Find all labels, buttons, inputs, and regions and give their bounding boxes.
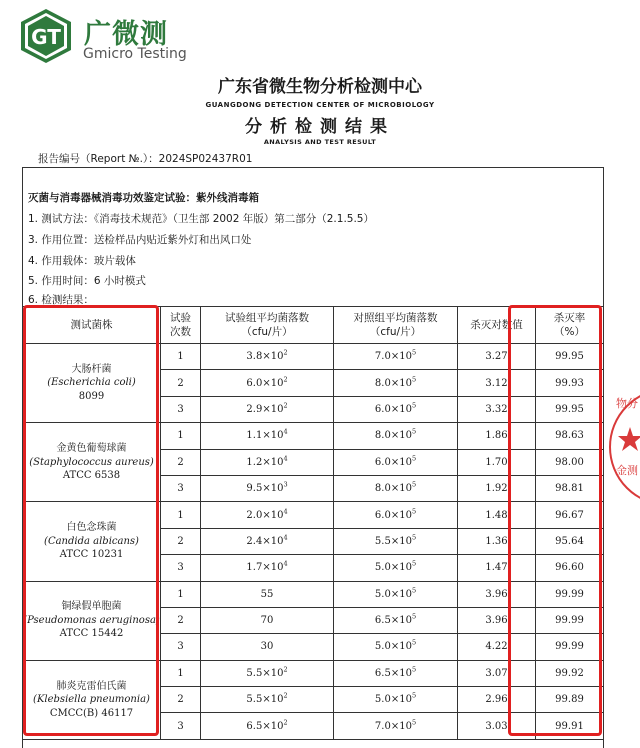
strain-cell (23, 581, 161, 660)
test-count-cell (201, 607, 334, 633)
kill-rate-cell (536, 555, 604, 581)
test-count-cell-value: 9.5×10 (246, 483, 284, 495)
test-count-cell (201, 370, 334, 396)
log-reduction-cell-value: 3.96 (485, 615, 508, 627)
strain-name-cn: 金黄色葡萄球菌 (56, 443, 127, 454)
strain-cell (23, 423, 161, 502)
log-reduction-cell (458, 449, 536, 475)
header-ctrl-line2: （cfu/片） (369, 326, 422, 338)
kill-rate-cell-value: 99.92 (555, 667, 584, 679)
trial-number-cell (161, 370, 201, 396)
kill-rate-cell-value: 98.81 (555, 483, 584, 495)
report-title: 分析检测结果 (245, 117, 395, 137)
control-count-cell-exponent: 5 (411, 480, 417, 489)
center-name-en: GUANGDONG DETECTION CENTER OF MICROBIOLOGY (205, 101, 435, 109)
test-duration: 5. 作用时间：6 小时模式 (28, 275, 146, 287)
kill-rate-cell (536, 502, 604, 528)
control-count-cell-exponent: 5 (411, 639, 417, 648)
kill-rate-cell (536, 344, 604, 370)
strain-cell (23, 344, 161, 423)
log-reduction-cell-value: 1.92 (485, 483, 508, 495)
trial-number-cell (161, 423, 201, 449)
brand-name-en: Gmicro Testing (83, 46, 187, 62)
header-test-line1: 试验组平均菌落数 (225, 312, 309, 324)
header-test-line2: （cfu/片） (241, 326, 293, 338)
table-row (23, 423, 604, 449)
test-count-cell (201, 687, 334, 713)
strain-name-scientific: (Escherichia coli) (47, 377, 136, 389)
test-count-cell-value: 2.9×10 (246, 403, 284, 415)
control-count-cell-exponent: 5 (411, 691, 417, 700)
kill-rate-cell-value: 95.64 (555, 535, 584, 547)
trial-number-cell (161, 449, 201, 475)
test-count-cell (201, 396, 334, 422)
trial-number-cell-value: 2 (177, 535, 184, 547)
control-count-cell (334, 687, 458, 713)
control-count-cell-value: 7.0×10 (374, 351, 412, 363)
strain-code: CMCC(B) 46117 (49, 707, 134, 719)
control-count-cell (334, 713, 458, 739)
trial-number-cell (161, 713, 201, 739)
log-reduction-cell (458, 607, 536, 633)
log-reduction-cell-value: 3.96 (485, 588, 508, 600)
control-count-cell (334, 502, 458, 528)
kill-rate-cell-value: 99.95 (555, 403, 584, 415)
strain-name-scientific: (Staphylococcus aureus) (29, 456, 154, 468)
log-reduction-cell (458, 396, 536, 422)
strain-name-cn: 铜绿假单胞菌 (61, 601, 122, 613)
log-reduction-cell (458, 370, 536, 396)
header-rate-line1: 杀灭率 (553, 312, 586, 324)
center-name: 广东省微生物分析检测中心 (218, 77, 422, 97)
log-reduction-cell-value: 1.48 (485, 509, 508, 521)
control-count-cell-value: 6.5×10 (374, 667, 412, 679)
trial-number-cell (161, 555, 201, 581)
control-count-cell-value: 6.0×10 (374, 456, 412, 468)
kill-rate-cell (536, 607, 604, 633)
table-row (23, 344, 604, 370)
kill-rate-cell (536, 660, 604, 686)
test-count-cell-value: 3.8×10 (246, 351, 284, 363)
test-count-cell (201, 528, 334, 554)
log-reduction-cell-value: 3.07 (485, 667, 508, 679)
header-kill-rate (536, 307, 604, 344)
control-count-cell (334, 528, 458, 554)
brand-name-cn: 广微测 (84, 19, 168, 50)
strain-name-cn: 大肠杆菌 (71, 363, 112, 375)
control-count-cell-exponent: 5 (411, 718, 417, 727)
trial-number-cell-value: 2 (177, 456, 184, 468)
official-seal-fragment (606, 382, 640, 512)
log-reduction-cell (458, 502, 536, 528)
test-count-cell-exponent: 4 (283, 507, 288, 516)
control-count-cell-value: 5.0×10 (374, 588, 412, 600)
table-header-row (23, 307, 604, 344)
kill-rate-cell-value: 96.60 (555, 562, 584, 574)
control-count-cell-value: 5.5×10 (374, 535, 412, 547)
log-reduction-cell-value: 3.12 (485, 377, 508, 389)
test-count-cell-value: 55 (260, 588, 274, 600)
test-count-cell-value: 5.5×10 (246, 694, 284, 706)
control-count-cell-exponent: 5 (411, 401, 417, 410)
header-trial (161, 307, 201, 344)
trial-number-cell-value: 1 (177, 430, 184, 442)
trial-number-cell (161, 528, 201, 554)
test-heading: 灭菌与消毒器械消毒功效鉴定试验：紫外线消毒箱 (28, 192, 259, 204)
test-count-cell (201, 344, 334, 370)
log-reduction-cell-value: 2.96 (485, 694, 508, 706)
header-rate-line2: （%） (554, 326, 585, 338)
seal-text-top: 物分 (616, 397, 638, 410)
test-count-cell (201, 634, 334, 660)
control-count-cell-value: 6.0×10 (374, 403, 412, 415)
control-count-cell (334, 581, 458, 607)
strain-name-scientific: (Pseudomonas aeruginosa) (23, 614, 160, 626)
log-reduction-cell (458, 475, 536, 501)
strain-code: ATCC 6538 (62, 470, 121, 481)
test-count-cell-value: 6.0×10 (246, 377, 284, 389)
report-number: 报告编号（Report №.）：2024SP02437R01 (38, 153, 253, 165)
test-count-cell (201, 502, 334, 528)
header-log-reduction: 杀灭对数值 (458, 307, 536, 344)
kill-rate-cell-value: 98.00 (555, 456, 584, 468)
strain-code: 8099 (78, 390, 105, 402)
control-count-cell-exponent: 5 (411, 507, 417, 516)
test-count-cell-value: 1.7×10 (246, 562, 284, 574)
control-count-cell-value: 8.0×10 (374, 483, 412, 495)
header-trial-line1: 试验 (170, 312, 191, 324)
test-count-cell (201, 423, 334, 449)
header-test-group (201, 307, 334, 344)
control-count-cell-exponent: 5 (411, 375, 417, 384)
test-count-cell-value: 1.2×10 (246, 456, 284, 468)
trial-number-cell (161, 581, 201, 607)
test-count-cell-exponent: 3 (283, 480, 288, 489)
seal-text-bottom: 金测 (616, 464, 638, 477)
control-count-cell (334, 370, 458, 396)
trial-number-cell-value: 3 (177, 403, 184, 415)
test-count-cell-exponent: 4 (283, 559, 288, 568)
test-carrier: 4. 作用载体：玻片载体 (28, 255, 136, 267)
strain-name-scientific: (Klebsiella pneumonia) (33, 694, 150, 706)
control-count-cell (334, 634, 458, 660)
trial-number-cell (161, 344, 201, 370)
log-reduction-cell-value: 3.27 (485, 351, 508, 363)
control-count-cell-value: 6.0×10 (374, 509, 412, 521)
log-reduction-cell (458, 634, 536, 660)
test-count-cell-exponent: 4 (283, 428, 288, 437)
strain-cell (23, 660, 161, 739)
control-count-cell-exponent: 5 (411, 454, 417, 463)
kill-rate-cell (536, 634, 604, 660)
log-reduction-cell (458, 555, 536, 581)
results-label: 6. 检测结果： (28, 294, 94, 306)
log-reduction-cell (458, 713, 536, 739)
control-count-cell (334, 396, 458, 422)
test-count-cell-value: 30 (260, 641, 274, 653)
table-row (23, 581, 604, 607)
trial-number-cell-value: 3 (177, 483, 184, 495)
log-reduction-cell (458, 581, 536, 607)
company-logo (18, 8, 74, 64)
log-reduction-cell-value: 3.03 (485, 720, 508, 732)
report-title-en: ANALYSIS AND TEST RESULT (263, 138, 377, 146)
kill-rate-cell-value: 98.63 (555, 430, 584, 442)
trial-number-cell (161, 475, 201, 501)
table-row (23, 660, 604, 686)
trial-number-cell (161, 634, 201, 660)
log-reduction-cell-value: 1.47 (485, 562, 508, 574)
kill-rate-cell-value: 96.67 (555, 509, 584, 521)
kill-rate-cell (536, 423, 604, 449)
control-count-cell-value: 8.0×10 (374, 377, 412, 389)
results-table (22, 306, 604, 740)
control-count-cell (334, 344, 458, 370)
control-count-cell-value: 5.0×10 (374, 641, 412, 653)
test-count-cell-exponent: 4 (283, 454, 288, 463)
control-count-cell-exponent: 5 (411, 533, 417, 542)
header-trial-line2: 次数 (170, 326, 191, 338)
strain-name-cn: 肺炎克雷伯氏菌 (56, 680, 127, 692)
test-count-cell (201, 713, 334, 739)
trial-number-cell-value: 1 (177, 588, 184, 600)
trial-number-cell-value: 3 (177, 562, 184, 574)
header-ctrl-line1: 对照组平均菌落数 (353, 312, 438, 324)
trial-number-cell (161, 607, 201, 633)
test-position: 3. 作用位置：送检样品内贴近紫外灯和出风口处 (28, 234, 252, 246)
trial-number-cell (161, 687, 201, 713)
kill-rate-cell (536, 687, 604, 713)
strain-code: ATCC 10231 (59, 549, 124, 561)
trial-number-cell-value: 2 (177, 694, 184, 706)
log-reduction-cell-value: 1.86 (485, 430, 508, 442)
test-count-cell (201, 555, 334, 581)
control-count-cell-value: 5.0×10 (374, 694, 412, 706)
kill-rate-cell-value: 99.95 (555, 351, 584, 363)
test-count-cell-value: 70 (260, 615, 274, 627)
log-reduction-cell (458, 344, 536, 370)
kill-rate-cell-value: 99.93 (555, 377, 584, 389)
control-count-cell-exponent: 5 (411, 586, 417, 595)
test-count-cell (201, 660, 334, 686)
control-count-cell-value: 5.0×10 (374, 562, 412, 574)
table-row (23, 502, 604, 528)
log-reduction-cell (458, 423, 536, 449)
test-count-cell-value: 6.5×10 (246, 720, 284, 732)
test-count-cell (201, 449, 334, 475)
control-count-cell (334, 555, 458, 581)
control-count-cell (334, 423, 458, 449)
strain-code: ATCC 15442 (59, 628, 124, 640)
control-count-cell-exponent: 5 (411, 428, 417, 437)
kill-rate-cell (536, 370, 604, 396)
trial-number-cell (161, 502, 201, 528)
kill-rate-cell-value: 99.99 (555, 588, 584, 600)
test-count-cell-value: 5.5×10 (246, 667, 284, 679)
trial-number-cell-value: 1 (177, 509, 184, 521)
test-count-cell-value: 1.1×10 (246, 430, 284, 442)
trial-number-cell (161, 660, 201, 686)
log-reduction-cell (458, 660, 536, 686)
control-count-cell-exponent: 5 (411, 559, 417, 568)
logo-mark-text: GT (31, 25, 61, 49)
strain-name-cn: 白色念珠菌 (66, 522, 117, 534)
log-reduction-cell (458, 687, 536, 713)
log-reduction-cell-value: 1.70 (485, 456, 508, 468)
log-reduction-cell-value: 4.22 (485, 641, 508, 653)
kill-rate-cell (536, 449, 604, 475)
test-count-cell-value: 2.4×10 (246, 535, 284, 547)
trial-number-cell-value: 2 (177, 615, 184, 627)
control-count-cell-value: 8.0×10 (374, 430, 412, 442)
strain-name-scientific: (Candida albicans) (44, 535, 139, 547)
header-control-group (334, 307, 458, 344)
kill-rate-cell-value: 99.99 (555, 615, 584, 627)
kill-rate-cell (536, 713, 604, 739)
test-method: 1. 测试方法：《消毒技术规范》（卫生部 2002 年版）第二部分（2.1.5.5） (28, 213, 374, 225)
control-count-cell-exponent: 5 (411, 665, 417, 674)
trial-number-cell (161, 396, 201, 422)
test-count-cell (201, 581, 334, 607)
test-count-cell-exponent: 2 (283, 691, 288, 700)
control-count-cell-exponent: 5 (411, 612, 417, 621)
control-count-cell (334, 475, 458, 501)
test-count-cell-exponent: 2 (283, 348, 288, 357)
kill-rate-cell-value: 99.99 (555, 641, 584, 653)
header-strain: 测试菌株 (23, 307, 161, 344)
control-count-cell (334, 660, 458, 686)
strain-cell (23, 502, 161, 581)
kill-rate-cell (536, 581, 604, 607)
test-count-cell (201, 475, 334, 501)
kill-rate-cell-value: 99.91 (555, 720, 584, 732)
kill-rate-cell-value: 99.89 (555, 694, 584, 706)
trial-number-cell-value: 1 (177, 667, 184, 679)
log-reduction-cell (458, 528, 536, 554)
log-reduction-cell-value: 1.36 (485, 535, 508, 547)
trial-number-cell-value: 3 (177, 720, 184, 732)
test-count-cell-exponent: 2 (283, 665, 288, 674)
test-count-cell-exponent: 2 (283, 718, 288, 727)
control-count-cell-exponent: 5 (411, 348, 417, 357)
test-count-cell-exponent: 2 (283, 401, 288, 410)
control-count-cell (334, 449, 458, 475)
kill-rate-cell (536, 528, 604, 554)
test-count-cell-exponent: 4 (283, 533, 288, 542)
test-count-cell-value: 2.0×10 (246, 509, 284, 521)
control-count-cell-value: 6.5×10 (374, 615, 412, 627)
control-count-cell-value: 7.0×10 (374, 720, 412, 732)
kill-rate-cell (536, 396, 604, 422)
test-count-cell-exponent: 2 (283, 375, 288, 384)
trial-number-cell-value: 1 (177, 351, 184, 363)
trial-number-cell-value: 2 (177, 377, 184, 389)
control-count-cell (334, 607, 458, 633)
kill-rate-cell (536, 475, 604, 501)
log-reduction-cell-value: 3.32 (485, 403, 508, 415)
trial-number-cell-value: 3 (177, 641, 184, 653)
